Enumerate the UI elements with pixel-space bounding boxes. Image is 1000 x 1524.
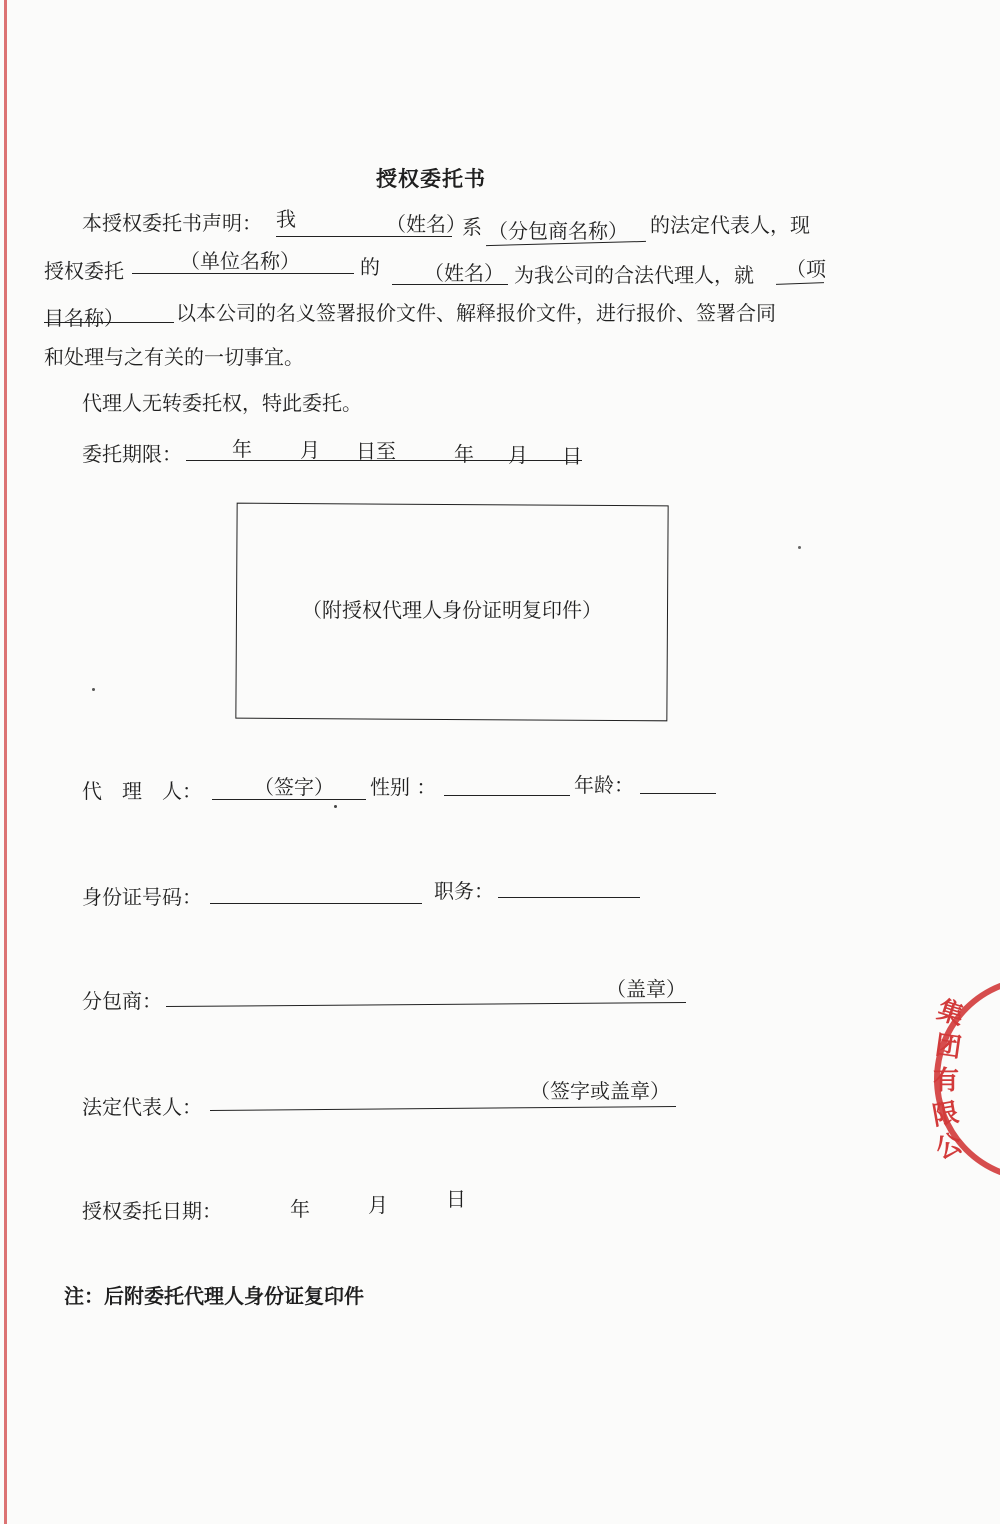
seal-char-3: 有 [933,1066,960,1096]
name-hint-1: （姓名） [386,212,466,236]
position-label: 职务： [434,879,494,903]
speck [92,688,95,691]
agent-sign-hint: （签字） [254,775,334,799]
agent-label: 代 理 人： [82,779,202,803]
authorization-date-month: 月 [368,1193,388,1217]
name-blank-1[interactable] [276,236,452,237]
subcontractor-seal-hint: （盖章） [606,977,686,1001]
authority-scope: 以本公司的名义签署报价文件、解释报价文件，进行报价、签署合同 [176,301,776,325]
seal-char-2: 团 [933,1030,964,1064]
age-label: 年龄： [574,773,634,797]
legal-rep-blank[interactable] [210,1106,676,1111]
gender-blank[interactable] [444,795,570,796]
age-blank[interactable] [640,793,716,794]
speck [334,805,337,808]
id-copy-caption: （附授权代理人身份证明复印件） [302,598,602,622]
period-label: 委托期限： [82,442,182,466]
of-word: 的 [360,255,380,279]
seal-char-5: 公 [931,1127,967,1166]
project-name-hint-start: （项 [786,257,826,281]
authorize-label: 授权委托 [44,259,124,283]
authorization-date-label: 授权委托日期： [82,1199,222,1223]
company-seal [925,975,1000,1185]
authorization-date-year: 年 [290,1197,310,1221]
position-blank[interactable] [498,897,640,898]
subcontractor-label: 分包商： [82,989,162,1013]
agent-statement: 为我公司的合法代理人，就 [514,263,754,287]
name-blank-2[interactable] [392,284,508,285]
subcontractor-blank[interactable] [166,1002,686,1007]
document-title: 授权委托书 [376,166,486,191]
period-start-day-to: 日至 [356,439,396,463]
id-number-label: 身份证号码： [82,885,202,909]
unit-name-blank[interactable] [132,273,354,274]
legal-rep-label: 法定代表人： [82,1095,202,1119]
declaration-label: 本授权委托书声明： [82,211,262,235]
seal-icon [925,975,1000,1185]
red-margin-line [4,0,7,1524]
no-transfer-statement: 代理人无转委托权，特此委托。 [82,391,362,415]
legal-rep-sign-hint: （签字或盖章） [530,1079,670,1103]
project-name-blank-start[interactable] [776,282,824,285]
project-name-hint-end: 目名称） [44,306,124,330]
authorization-date-day: 日 [446,1187,466,1211]
speck [798,546,801,549]
id-number-blank[interactable] [210,903,422,904]
seal-char-1: 集 [933,995,968,1032]
seal-char-4: 限 [930,1097,962,1132]
period-end-year: 年 [454,442,474,466]
footnote: 注：后附委托代理人身份证复印件 [64,1284,364,1308]
period-start-month: 月 [300,438,320,462]
project-name-blank-end[interactable] [44,322,174,323]
period-start-year: 年 [232,437,252,461]
authority-scope-end: 和处理与之有关的一切事宜。 [44,345,304,369]
declarant-prefix: 我 [276,207,296,231]
unit-name-hint: （单位名称） [180,249,300,273]
name-hint-2: （姓名） [424,261,504,285]
subcontractor-name-hint: （分包商名称） [488,219,628,243]
period-end-month: 月 [508,443,528,467]
relation-word: 系 [462,215,482,239]
gender-label: 性别 ： [370,775,437,799]
legal-rep-text: 的法定代表人，现 [650,213,810,237]
period-end-day: 日 [562,444,582,468]
